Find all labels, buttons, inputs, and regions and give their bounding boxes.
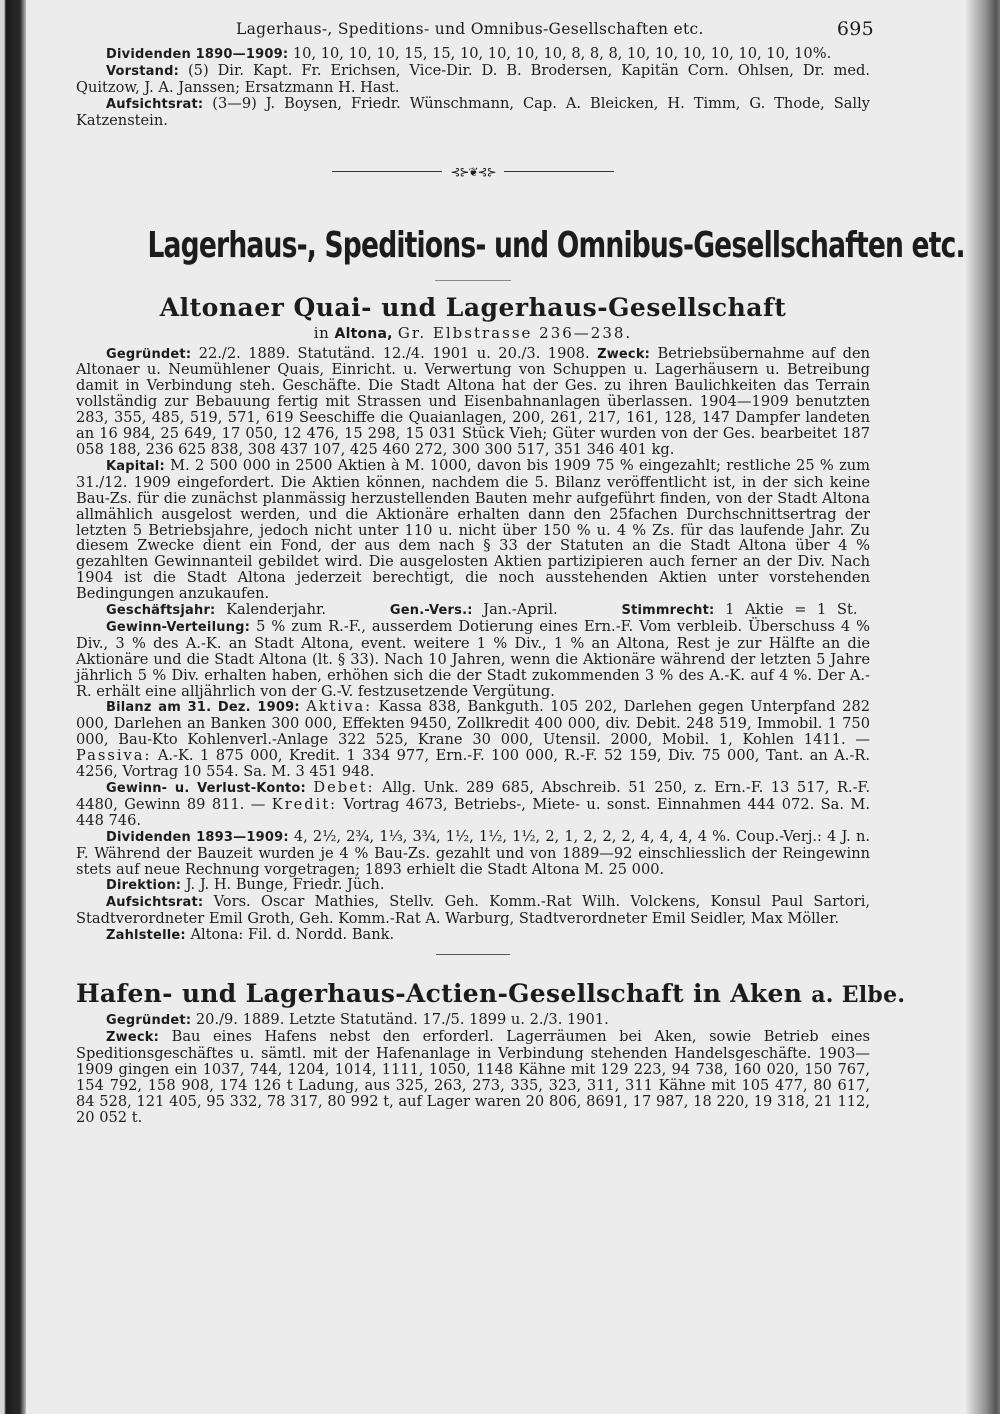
- divider: [435, 280, 511, 281]
- altona-direktion: Direktion: J. J. H. Bunge, Friedr. Jüch.: [106, 876, 385, 894]
- altona-zahlstelle: Zahlstelle: Altona: Fil. d. Nordd. Bank.: [106, 926, 395, 944]
- aken-zweck: Zweck: Bau eines Hafens nebst den erforderl. Lagerräumen bei Aken, sowie Betrieb eines Speditionsgeschäftes u. sämtl. mit der Hafenanlage in Verbindung stehenden Handelsgeschäfte. 1903—1909 gingen ein 1037, 744, 1204, 1014, 1111, 1050, 1148 Kähne mit 129 223, 94 738, 160 020, 150 767, 154 792, 158 908, 174 126 t Ladung, aus 325, 263, 273, 335, 323, 311, 311 Kähne mit 105 477, 80 617, 84 528, 121 405, 95 332, 78 317, 80 992 t, auf Lager waren 20 806, 8691, 17 987, 18 220, 19 318, 21 112, 20 052 t.: [76, 1027, 870, 1126]
- altona-bilanz: Bilanz am 31. Dez. 1909: Aktiva: Kassa 838, Bankguth. 105 202, Darlehen gegen Unterpfand 282 000, Darlehen an Banken 300 000, Effekten 9450, Zollkredit 400 000, div. Debit. 248 519, Immobil. 1 750 000, Bau-Kto Kohlenverl.-Anlage 322 525, Krane 30 000, Utensil. 2000, Mobil. 1, Kohlen 1411. — Passiva: A.-K. 1 875 000, Kredit. 1 334 977, Ern.-F. 100 000, R.-F. 52 159, Div. 75 000, Tant. an A.-R. 4256, Vortrag 10 554. Sa. M. 3 451 948.: [76, 698, 871, 781]
- flourish-icon: ⊰⊱❦⊰⊱: [450, 164, 496, 179]
- running-head-title: Lagerhaus-, Speditions- und Omnibus-Gesellschaften etc.: [236, 20, 704, 38]
- entry-aken: [76, 979, 906, 1126]
- altona-kapital: Kapital: M. 2 500 000 in 2500 Aktien à M. 1000, davon bis 1909 75 % eingezahlt; restliche 25 % zum 31./12. 1909 eingefordert. Die Aktien können, nachdem die 5. Bilanz veröffentlicht ist, in der sich keine Bau-Zs. für die zunächst planmässig herzustellenden Bauten mehr aufgeführt finden, von der Stadt Altona allmählich ausgelost werden, und die Aktionäre erhalten dann den 25fachen Durchschnittsertrag der letzten 5 Betriebsjahre, jedoch nicht unter 110 u. nicht über 150 % u. 4 % Zs. für das laufende Jahr. Zu diesem Zwecke dient ein Fond, der aus dem nach § 33 der Statuten an die Stadt Altona über 4 % gezahlten Gewinnanteil gebildet wird. Die ausgelosten Aktien partizipieren auch ferner an der Div. Nach 1904 ist die Stadt Altona jederzeit berechtigt, die noch ausstehenden Aktien unter vorstehenden Bedingungen anzukaufen.: [76, 456, 871, 603]
- prev-dividends: Dividenden 1890—1909: 10, 10, 10, 10, 15, 15, 10, 10, 10, 10, 8, 8, 8, 10, 10, 10, 10, 10, 10, 10%.: [106, 45, 832, 62]
- scan-left-edge: [0, 0, 26, 1414]
- page-number: 695: [836, 18, 874, 40]
- scan-right-edge: [966, 0, 1000, 1414]
- company-address: in Altona, Gr. Elbstrasse 236—238.: [313, 323, 633, 342]
- page: [76, 16, 965, 1126]
- altona-gewinn-verlust: Gewinn- u. Verlust-Konto: Debet: Allg. Unk. 289 685, Abschreib. 51 250, z. Ern.-F. 13 517, R.-F. 4480, Gewinn 89 811. — Kredit: Vortrag 4673, Betriebs-, Miete- u. sonst. Einnahmen 444 072. Sa. M. 448 746.: [76, 779, 871, 829]
- ornament-divider: [76, 165, 870, 179]
- previous-entry-tail: [76, 46, 870, 129]
- prev-aufsichtsrat: Aufsichtsrat: (3—9) J. Boysen, Friedr. Wünschmann, Cap. A. Bleicken, H. Timm, G. Thode, Sally Katzenstein.: [76, 94, 870, 129]
- prev-vorstand: Vorstand: (5) Dir. Kapt. Fr. Erichsen, Vice-Dir. D. B. Brodersen, Kapitän Corn. Ohlsen, Dr. med. Quitzow, J. A. Janssen; Ersatzmann H. Hast.: [76, 61, 871, 96]
- entry-altona: [76, 293, 870, 945]
- altona-dividenden: Dividenden 1893—1909: 4, 2½, 2¾, 1⅓, 3¾, 1½, 1½, 1½, 2, 1, 2, 2, 2, 4, 4, 4, 4 %. Coup.-Verj.: 4 J. n. F. Während der Bauzeit wurden je 4 % Bau-Zs. gezahlt und von 1889—92 einschliesslich der Reingewinn stets auf neue Rechnung vorgetragen; 1893 erhielt die Stadt Altona M. 25 000.: [76, 827, 870, 878]
- company-title-altona: Altonaer Quai- und Lagerhaus-Gesellschaft: [159, 292, 787, 322]
- altona-geschaeftsjahr: Geschäftsjahr: Kalenderjahr. Gen.-Vers.: Jan.-April. Stimmrecht: 1 Aktie = 1 St.: [106, 601, 858, 619]
- running-head: [76, 16, 874, 46]
- section-heading: Lagerhaus-, Speditions- und Omnibus-Gesellschaften etc.: [147, 224, 965, 266]
- company-title-aken: Hafen- und Lagerhaus-Actien-Gesellschaft in Aken a. Elbe.: [76, 979, 906, 1009]
- altona-aufsichtsrat: Aufsichtsrat: Vors. Oscar Mathies, Stellv. Geh. Komm.-Rat Wilh. Volckens, Konsul Paul Sartori, Stadtverordneter Emil Groth, Geh. Komm.-Rat A. Warburg, Stadtverordneter Emil Seidler, Max Möller.: [76, 893, 870, 928]
- altona-gegruendet-zweck: Gegründet: 22./2. 1889. Statutänd. 12./4. 1901 u. 20./3. 1908. Zweck: Betriebsübernahme auf den Altonaer u. Neumühlener Quais, Einricht. u. Verwertung von Schuppen u. Lagerhäusern u. Betreibung damit in Verbindung steh. Geschäfte. Die Stadt Altona hat der Ges. zu ihren Baulichkeiten das Terrain vollständig zur Bebauung fertig mit Strassen und Eisenbahnanlagen überlassen. 1904—1909 benutzten 283, 355, 485, 519, 571, 619 Seeschiffe die Quaianlagen, 200, 261, 217, 161, 128, 147 Dampfer landeten an 16 984, 25 649, 17 050, 12 476, 15 298, 15 031 Stück Vieh; Güter wurden von der Ges. bearbeitet 187 058 188, 236 625 838, 308 437 107, 425 460 272, 300 300 517, 351 346 401 kg.: [76, 344, 871, 458]
- divider: [436, 954, 510, 955]
- aken-gegruendet: Gegründet: 20./9. 1889. Letzte Statutänd. 17./5. 1899 u. 2./3. 1901.: [106, 1011, 609, 1029]
- altona-gewinn-verteilung: Gewinn-Verteilung: 5 % zum R.-F., ausserdem Dotierung eines Ern.-F. Vom verbleib. Überschuss 4 % Div., 3 % des A.-K. an Stadt Altona, event. weitere 1 % Div., 1 % an Altona, Rest je zur Hälfte an die Aktionäre und die Stadt Altona (lt. § 33). Nach 10 Jahren, wenn die Aktionäre während der letzten 5 Jahre jährlich 5 % Div. erhalten haben, erhöhen sich die der Stadt zukommenden 3 % des A.-K. auf 4 %. Der A.-R. erhält eine alljährlich von der G.-V. festzusetzende Vergütung.: [76, 617, 870, 700]
